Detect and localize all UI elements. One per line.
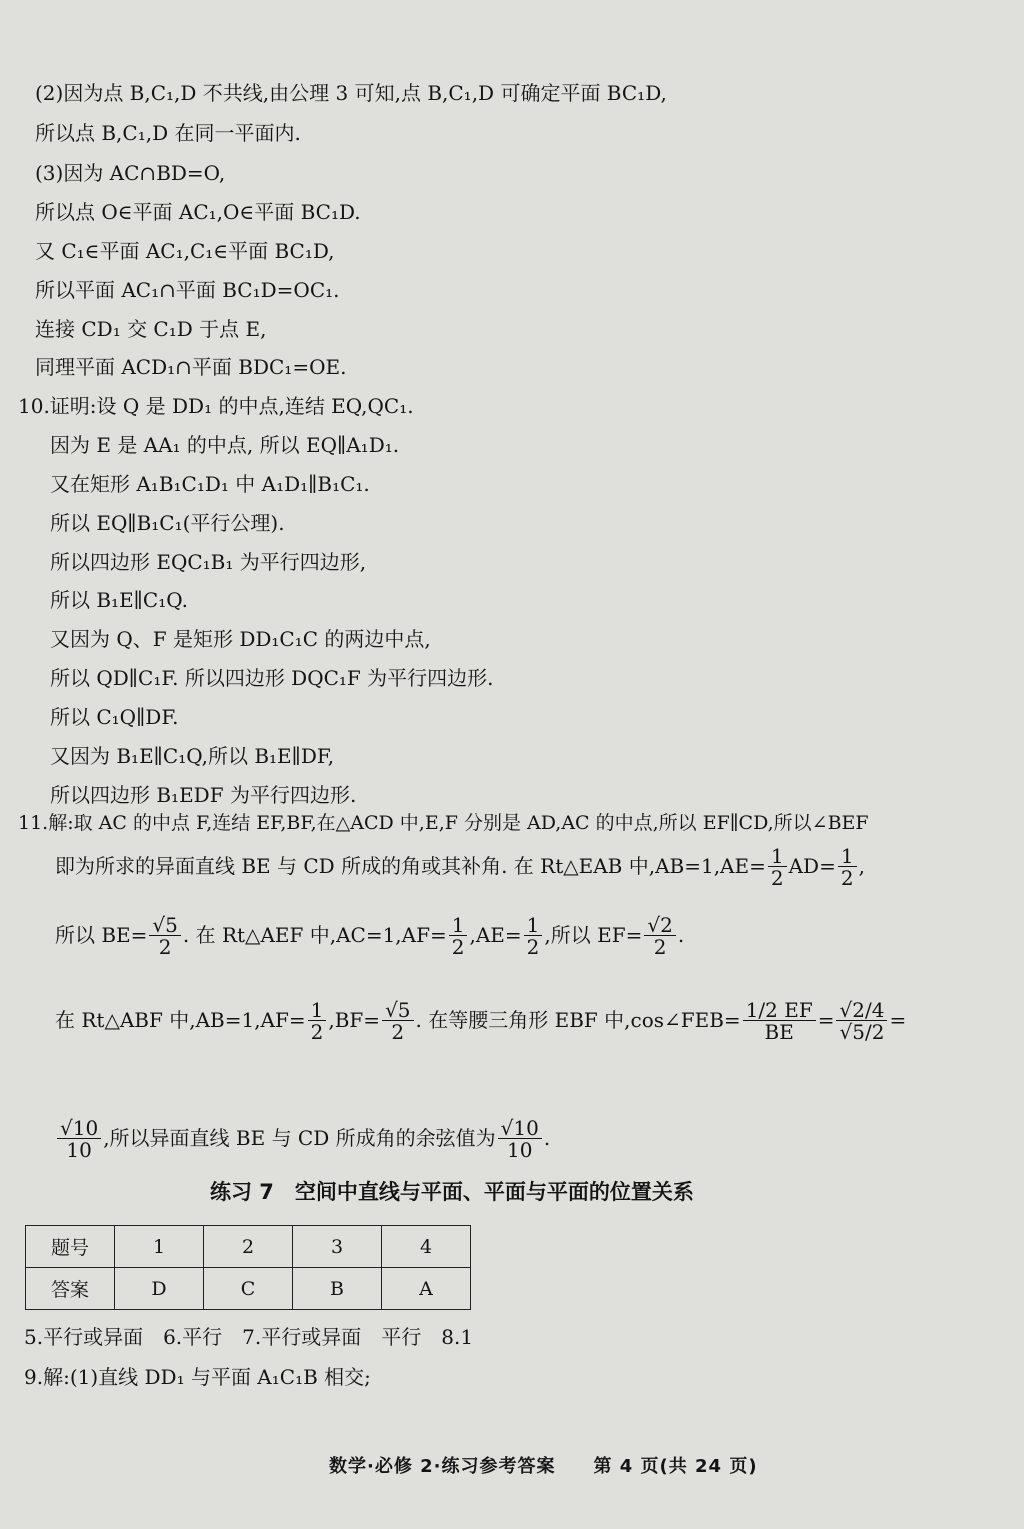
line: 所以点 O∈平面 AC₁,O∈平面 BC₁D. (35, 200, 361, 224)
answers-line: 5.平行或异面 6.平行 7.平行或异面 平行 8.1 (24, 1325, 474, 1349)
line: 所以平面 AC₁∩平面 BC₁D=OC₁. (35, 278, 340, 302)
line: 又因为 B₁E∥C₁Q,所以 B₁E∥DF, (50, 744, 335, 768)
line: 因为 E 是 AA₁ 的中点, 所以 EQ∥A₁D₁. (50, 433, 400, 457)
table-cell: B (293, 1268, 382, 1310)
table-row (26, 1268, 471, 1310)
line: 所以四边形 B₁EDF 为平行四边形. (50, 783, 357, 807)
table-cell: 2 (204, 1226, 293, 1268)
compound-fraction: $\frac{√2/4}{√5/2}$ (836, 1000, 887, 1043)
table-cell: 题号 (26, 1226, 115, 1268)
section-heading: 练习 7 空间中直线与平面、平面与平面的位置关系 (210, 1180, 694, 1204)
line: 又 C₁∈平面 AC₁,C₁∈平面 BC₁D, (35, 239, 335, 263)
math-line-2: 所以 BE= $\frac{√5}{2}$ . 在 Rt△AEF 中,AC=1,AF= $\frac{1}{2}$ ,AE= $\frac{1}{2}$ ,所以 EF= $\frac{√2}{2}$ . (55, 913, 685, 959)
page-footer: 数学·必修 2·练习参考答案 第 4 页(共 24 页) (329, 1456, 758, 1477)
line: 连接 CD₁ 交 C₁D 于点 E, (35, 317, 267, 341)
fraction: $\frac{1/2 EF}{BE}$ (743, 1000, 816, 1043)
line: 所以四边形 EQC₁B₁ 为平行四边形, (50, 550, 367, 574)
fraction: $\frac{1}{2}$ (524, 915, 543, 958)
table-cell: A (382, 1268, 471, 1310)
fraction: $\frac{1}{2}$ (768, 846, 787, 889)
math-line-4: $\frac{√10}{10}$ ,所以异面直线 BE 与 CD 所成角的余弦值为 $\frac{√10}{10}$ . (55, 1118, 550, 1161)
line: 又在矩形 A₁B₁C₁D₁ 中 A₁D₁∥B₁C₁. (50, 472, 370, 496)
line: 所以 B₁E∥C₁Q. (50, 588, 188, 612)
table-cell: C (204, 1268, 293, 1310)
line: 所以 C₁Q∥DF. (50, 705, 179, 729)
answer-table (25, 1225, 471, 1310)
table-cell: 4 (382, 1226, 471, 1268)
table-cell: D (115, 1268, 204, 1310)
fraction: $\frac{√2}{2}$ (644, 915, 675, 958)
fraction: $\frac{1}{2}$ (308, 1000, 327, 1043)
table-cell: 3 (293, 1226, 382, 1268)
table-row (26, 1226, 471, 1268)
line: 所以点 B,C₁,D 在同一平面内. (35, 121, 301, 145)
fraction: $\frac{√10}{10}$ (498, 1118, 542, 1161)
table-cell: 答案 (26, 1268, 115, 1310)
line: 同理平面 ACD₁∩平面 BDC₁=OE. (35, 355, 347, 379)
fraction: $\frac{√5}{2}$ (382, 1000, 413, 1043)
line: 所以 EQ∥B₁C₁(平行公理). (50, 511, 285, 535)
answers-line: 9.解:(1)直线 DD₁ 与平面 A₁C₁B 相交; (24, 1365, 371, 1389)
math-line-1: 即为所求的异面直线 BE 与 CD 所成的角或其补角. 在 Rt△EAB 中,AB=1,AE= $\frac{1}{2}$ AD= $\frac{1}{2}$ , (55, 844, 865, 890)
line: (2)因为点 B,C₁,D 不共线,由公理 3 可知,点 B,C₁,D 可确定平面 BC₁D, (35, 81, 667, 105)
problem-11-line: 11.解:取 AC 的中点 F,连结 EF,BF,在△ACD 中,E,F 分别是 AD,AC 的中点,所以 EF∥CD,所以∠BEF (18, 812, 869, 834)
line: (3)因为 AC∩BD=O, (35, 161, 226, 185)
table-cell: 1 (115, 1226, 204, 1268)
fraction: $\frac{√10}{10}$ (57, 1118, 101, 1161)
fraction: $\frac{1}{2}$ (838, 846, 857, 889)
problem-10-line: 10.证明:设 Q 是 DD₁ 的中点,连结 EQ,QC₁. (18, 394, 414, 418)
fraction: $\frac{1}{2}$ (449, 915, 468, 958)
line: 所以 QD∥C₁F. 所以四边形 DQC₁F 为平行四边形. (50, 666, 494, 690)
line: 又因为 Q、F 是矩形 DD₁C₁C 的两边中点, (50, 627, 431, 651)
math-line-3: 在 Rt△ABF 中,AB=1,AF= $\frac{1}{2}$ ,BF= $\frac{√5}{2}$ . 在等腰三角形 EBF 中,cos∠FEB= $\frac{1/2 EF}{BE}$ = $\frac{√2/4}{√5/2}$ = (55, 998, 907, 1044)
fraction: $\frac{√5}{2}$ (149, 915, 180, 958)
